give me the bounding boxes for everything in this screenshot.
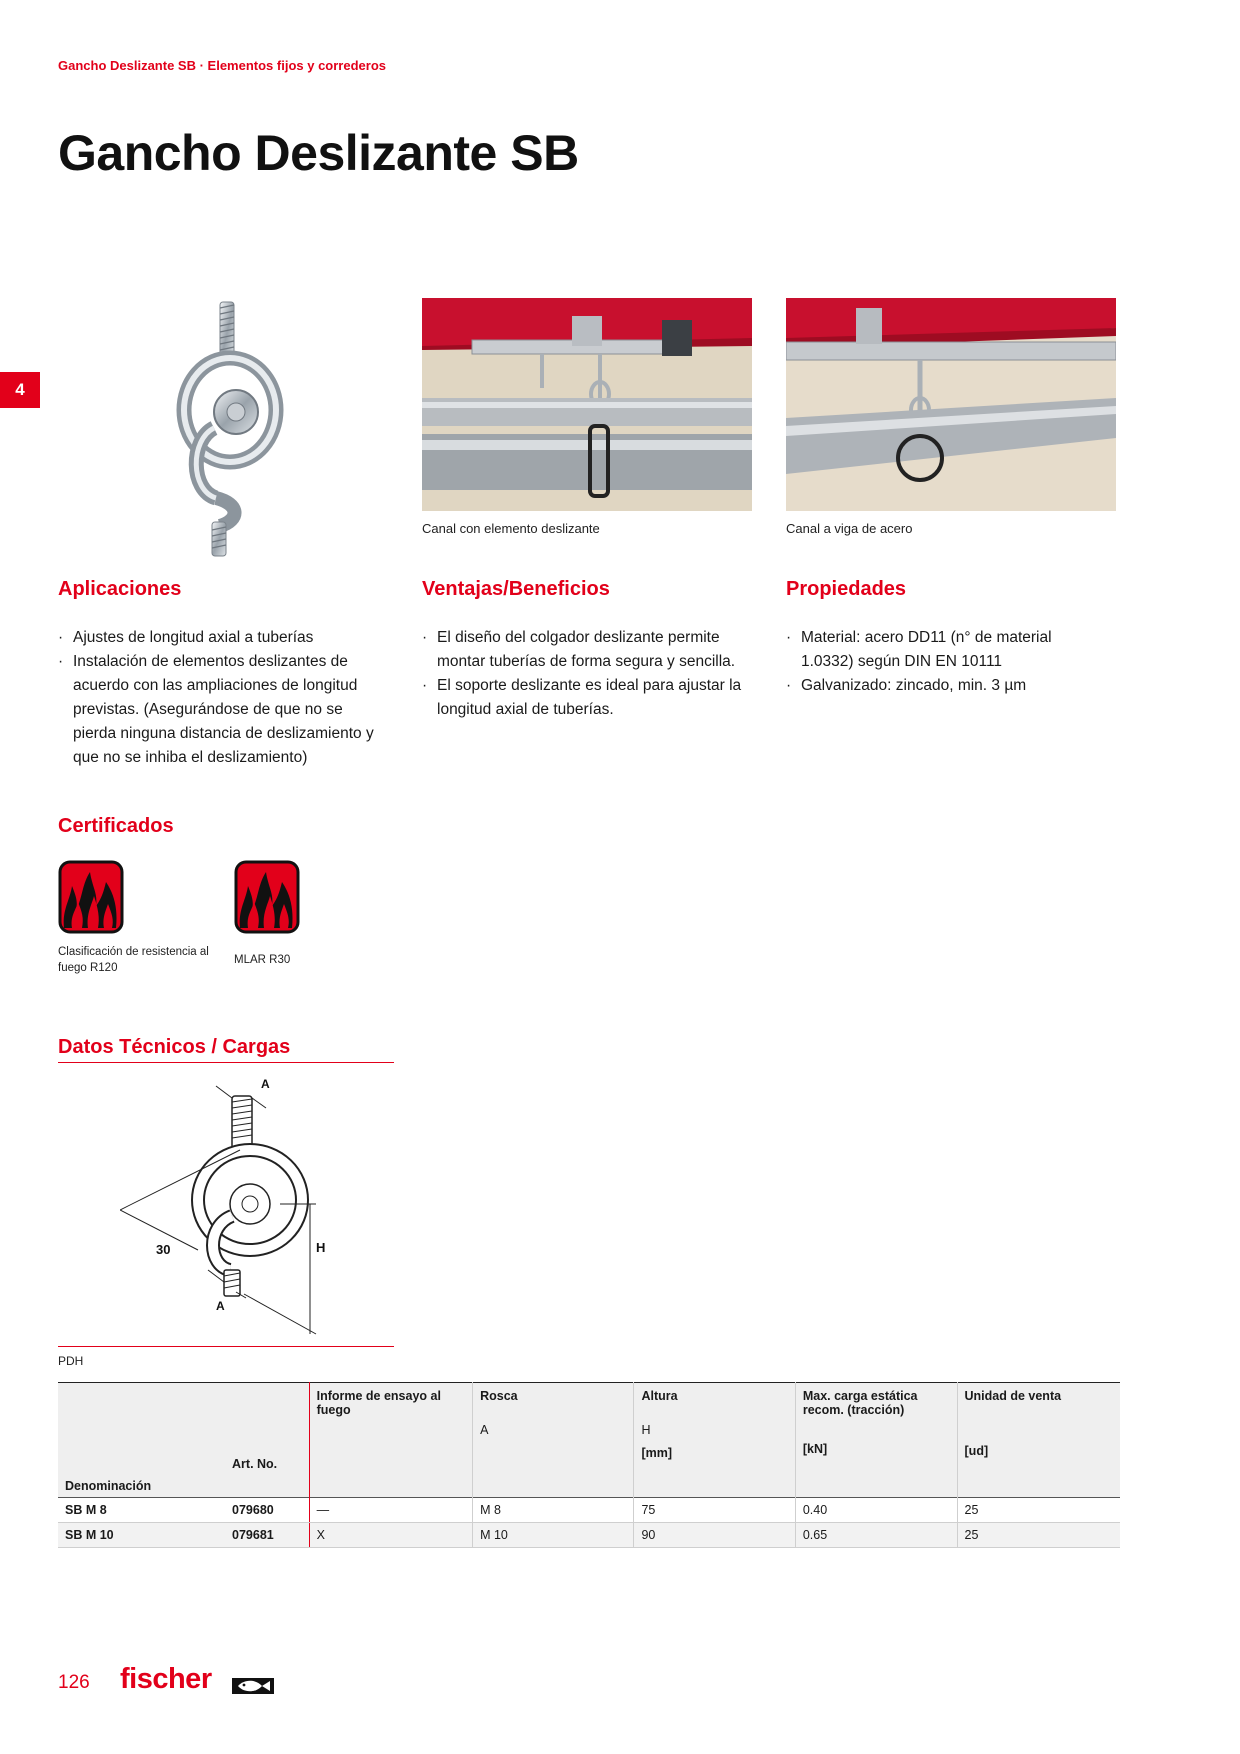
fischer-fish-icon (232, 1677, 274, 1695)
pdh-label: PDH (58, 1354, 84, 1368)
ventajas-list (422, 626, 760, 722)
propiedades-list (786, 626, 1108, 698)
technical-drawing (120, 1070, 360, 1340)
data-table (58, 1382, 1120, 1548)
dimension-h-label: H (316, 1240, 326, 1255)
propiedades-title: Propiedades (786, 578, 907, 600)
column-header-denominacion: Denominación (58, 1383, 225, 1498)
data-table-wrapper (58, 1382, 1120, 1548)
running-header: Gancho Deslizante SB · Elementos fijos y correderos (58, 58, 386, 73)
list-item: · El diseño del colgador deslizante permite montar tuberías de forma segura y sencilla. (422, 626, 760, 674)
photo-caption-2: Canal a viga de acero (786, 521, 913, 536)
column-header-altura: Altura H [mm] (634, 1383, 795, 1498)
column-header-art: Art. No. (225, 1383, 309, 1498)
section-divider (58, 1062, 394, 1063)
chapter-tab: 4 (0, 372, 40, 408)
column-header-informe: Informe de ensayo al fuego (309, 1383, 472, 1498)
photo-caption-1: Canal con elemento deslizante (422, 521, 600, 536)
certificados-title: Certificados (58, 815, 174, 837)
column-header-unidad: Unidad de venta [ud] (957, 1383, 1120, 1498)
dimension-a-top-label: A (261, 1077, 270, 1091)
cert-caption-mlar: MLAR R30 (234, 954, 291, 966)
list-item: · Material: acero DD11 (n° de material 1.0332) según DIN EN 10111 (786, 626, 1108, 674)
photo-channel-sliding-element (422, 298, 752, 511)
fire-icon (234, 860, 300, 934)
dimension-a-bottom-label: A (216, 1299, 225, 1313)
section-divider (58, 1346, 394, 1347)
aplicaciones-title: Aplicaciones (58, 578, 182, 600)
photo-channel-steel-beam (786, 298, 1116, 511)
ventajas-title: Ventajas/Beneficios (422, 578, 610, 600)
list-item: · El soporte deslizante es ideal para ajustar la longitud axial de tuberías. (422, 674, 760, 722)
list-item: · Instalación de elementos deslizantes de acuerdo con las ampliaciones de longitud previstas. (Asegurándose de que no se pierda ninguna distancia de deslizamiento y que no se inhiba el deslizamiento) (58, 650, 390, 770)
fire-icon (58, 860, 124, 934)
brand-logo: fischer (120, 1663, 212, 1695)
product-image (150, 300, 300, 560)
cert-caption-r120: Clasificación de resistencia al fuego R120 (58, 946, 209, 974)
table-row: SB M 8 079680 — M 8 75 0.40 25 (58, 1498, 1120, 1523)
list-item: · Galvanizado: zincado, min. 3 µm (786, 674, 1108, 698)
column-header-carga: Max. carga estática recom. (tracción) [kN] (795, 1383, 957, 1498)
datos-title: Datos Técnicos / Cargas (58, 1036, 291, 1058)
aplicaciones-list (58, 626, 390, 770)
column-header-rosca: Rosca A (473, 1383, 634, 1498)
list-item: · Ajustes de longitud axial a tuberías (58, 626, 390, 650)
page-number: 126 (58, 1672, 90, 1693)
table-row: SB M 10 079681 X M 10 90 0.65 25 (58, 1523, 1120, 1548)
dimension-30-label: 30 (156, 1242, 171, 1257)
page-title: Gancho Deslizante SB (58, 125, 579, 181)
